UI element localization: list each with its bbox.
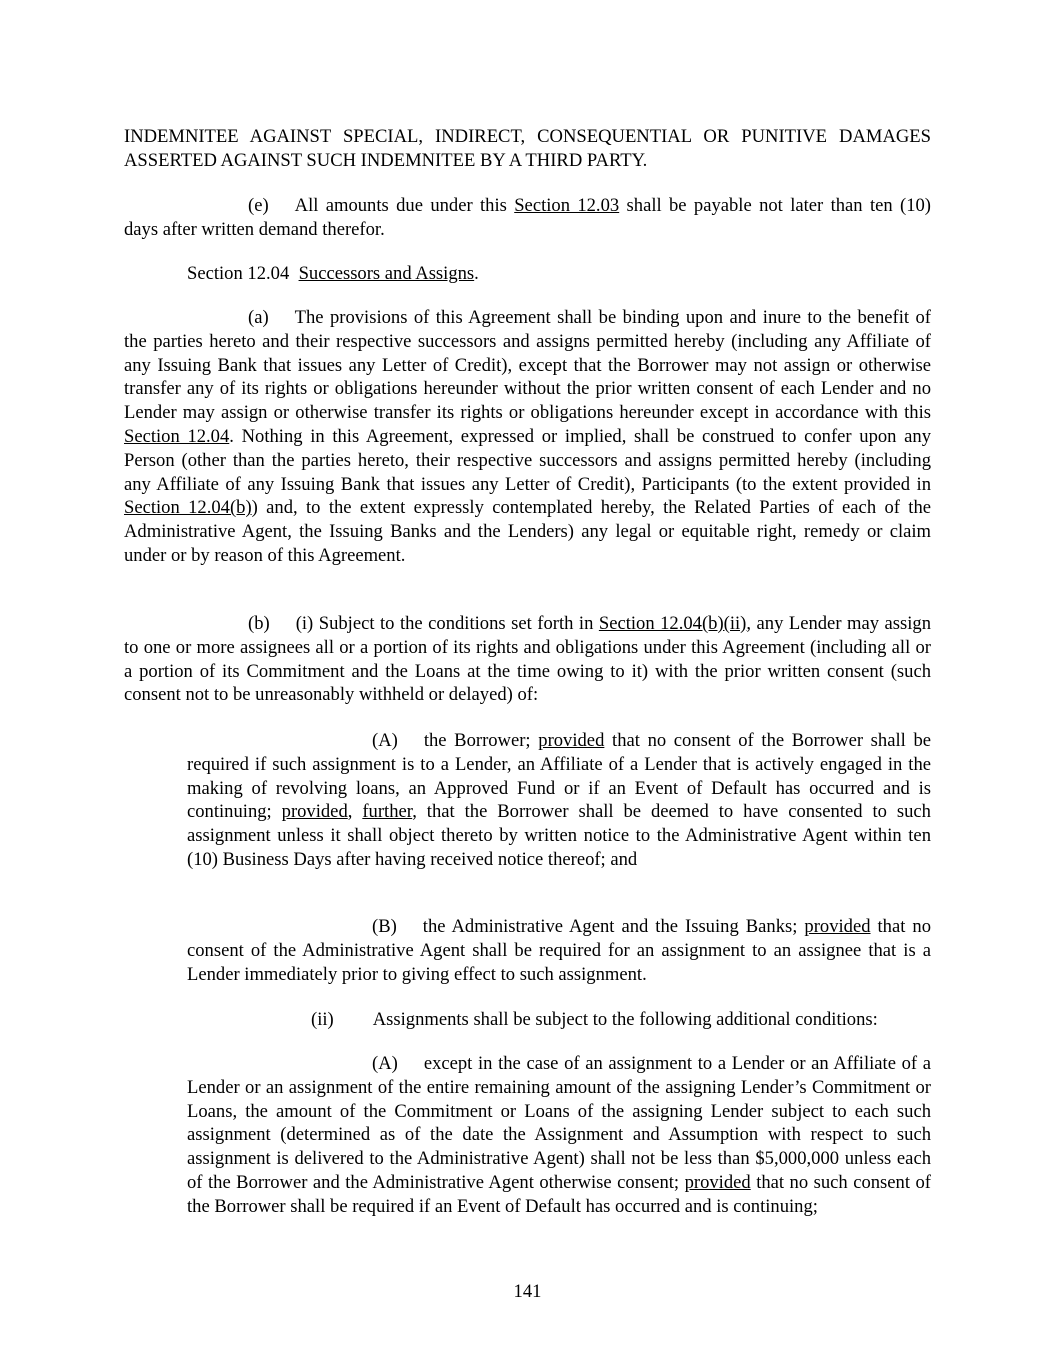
section-heading: Section 12.04 Successors and Assigns. bbox=[187, 263, 479, 284]
paragraph-a: (a) The provisions of this Agreement shall be binding upon and inure to the benefit of the parties hereto and their respective successors and assigns permitted hereby (including any Affiliate of any Issuing Bank that issues any Letter of Credit), except that the Borrower may not assign or otherwise transfer any of its rights or obligations hereunder without the prior written consent of each Lender and no Lender may assign or otherwise transfer its rights or obligations hereunder except in accordance with this Section 12.04. Nothing in this Agreement, expressed or implied, shall be construed to confer upon any Person (other than the parties hereto, their respective successors and assigns permitted hereby (including any Affiliate of any Issuing Bank that issues any Letter of Credit), Participants (to the extent provided in Section 12.04(b)) and, to the extent expressly contemplated hereby, the Related Parties of each of the Administrative Agent, the Issuing Banks and the Lenders) any legal or equitable right, remedy or claim under or by reason of this Agreement. bbox=[124, 307, 932, 566]
clause-label: (ii) bbox=[311, 1009, 334, 1030]
paragraph-caps-disclaimer: INDEMNITEE AGAINST SPECIAL, INDIRECT, CONSEQUENTIAL OR PUNITIVE DAMAGES ASSERTED AGAINST SUCH INDEMNITEE BY A THIRD PARTY. bbox=[124, 126, 931, 171]
section-reference: Section 12.04(b)(ii) bbox=[598, 613, 747, 634]
page-number: 141 bbox=[513, 1281, 542, 1302]
clause-label: (e) bbox=[248, 195, 269, 216]
clause-label: (a) bbox=[248, 307, 269, 328]
clause-label: (b) bbox=[248, 613, 270, 634]
paragraph-b-i-B: (B) the Administrative Agent and the Issuing Banks; provided that no consent of the Administrative Agent shall be required for an assignment to an assignee that is a Lender immediately prior to giving effect to such assignment. bbox=[187, 916, 931, 985]
clause-label: (A) bbox=[372, 730, 398, 751]
clause-label: (B) bbox=[372, 916, 397, 937]
section-reference: Section 12.03 bbox=[514, 195, 620, 216]
paragraph-e: (e) All amounts due under this Section 12.03 shall be payable not later than ten (10) days after written demand therefor. bbox=[124, 195, 931, 240]
section-reference: Section 12.04(b) bbox=[124, 497, 252, 519]
paragraph-b: (b) (i) Subject to the conditions set forth in Section 12.04(b)(ii), any Lender may assign to one or more assignees all or a portion of its rights and obligations under this Agreement (including all or a portion of its Commitment and the Loans at the time owing to it) with the prior written consent (such consent not to be unreasonably withheld or delayed) of: bbox=[124, 613, 931, 706]
paragraph-b-ii-A: (A) except in the case of an assignment to a Lender or an Affiliate of a Lender or an assignment of the entire remaining amount of the assigning Lender’s Commitment or Loans, the amount of the Commitment or Loans of the assigning Lender subject to each such assignment (determined as of the date the Assignment and Assumption with respect to such assignment is delivered to the Administrative Agent) shall not be less than $5,000,000 unless each of the Borrower and the Administrative Agent otherwise consent; provided that no such consent of the Borrower shall be required if an Event of Default has occurred and is continuing; bbox=[187, 1053, 931, 1217]
section-reference: Section 12.04 bbox=[124, 425, 230, 447]
paragraph-b-i-A: (A) the Borrower; provided that no consent of the Borrower shall be required if such assignment is to a Lender, an Affiliate of a Lender that is actively engaged in the making of revolving loans, an Approved Fund or if an Event of Default has occurred and is continuing; provided, further, that the Borrower shall be deemed to have consented to such assignment unless it shall object thereto by written notice to the Administrative Agent within ten (10) Business Days after having received notice thereof; and bbox=[187, 730, 931, 870]
section-number: Section 12.04 bbox=[187, 263, 290, 284]
clause-label: (A) bbox=[372, 1053, 398, 1074]
section-title: Successors and Assigns bbox=[298, 263, 475, 284]
paragraph-b-ii: (ii) Assignments shall be subject to the following additional conditions: bbox=[311, 1009, 878, 1030]
